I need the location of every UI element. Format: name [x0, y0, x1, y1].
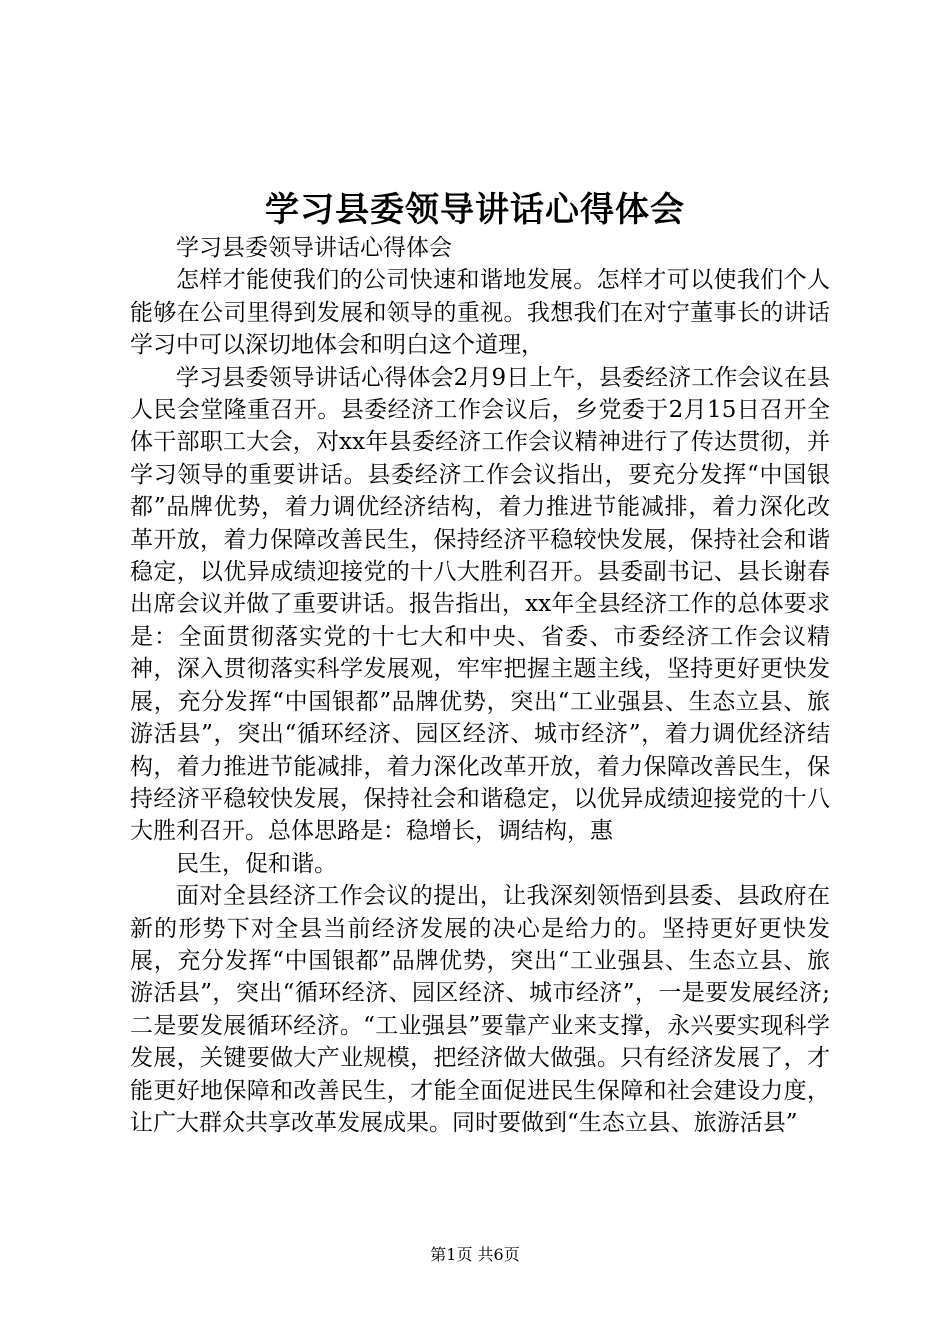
- paragraph-continuation: 民生，促和谐。: [176, 850, 337, 877]
- document-title: 学习县委领导讲话心得体会: [265, 190, 685, 230]
- paragraph-subtitle: 学习县委领导讲话心得体会: [176, 235, 452, 261]
- paragraph-intro: 怎样才能使我们的公司快速和谐地发展。怎样才可以使我们个人能够在公司里得到发展和领导的重视。我想我们在对宁董事长的讲话学习中可以深切地体会和明白这个道理，: [130, 267, 830, 359]
- page-footer: 第1页 共6页: [430, 1245, 520, 1264]
- document-body: [130, 232, 830, 1139]
- paragraph-meeting: 学习县委领导讲话心得体会2月9日上午，县委经济工作会议在县人民会堂隆重召开。县委经济工作会议后，乡党委于2月15日召开全体干部职工大会，对xx年县委经济工作会议精神进行了传达贯彻，并学习领导的重要讲话。县委经济工作会议指出，要充分发挥“中国银都”品牌优势，着力调优经济结构，着力推进节能减排，着力深化改革开放，着力保障改善民生，保持经济平稳较快发展，保持社会和谐稳定，以优异成绩迎接党的十八大胜利召开。县委副书记、县长谢春出席会议并做了重要讲话。报告指出，xx年全县经济工作的总体要求是：全面贯彻落实党的十七大和中央、省委、市委经济工作会议精神，深入贯彻落实科学发展观，牢牢把握主题主线，坚持更好更快发展，充分发挥“中国银都”品牌优势，突出“工业强县、生态立县、旅游活县”，突出“循环经济、园区经济、城市经济”，着力调优经济结构，着力推进节能减排，着力深化改革开放，着力保障改善民生，保持经济平稳较快发展，保持社会和谐稳定，以优异成绩迎接党的十八大胜利召开。总体思路是：稳增长，调结构，惠: [130, 364, 830, 845]
- paragraph-reflection: 面对全县经济工作会议的提出，让我深刻领悟到县委、县政府在新的形势下对全县当前经济发展的决心是给力的。坚持更好更快发展，充分发挥“中国银都”品牌优势，突出“工业强县、生态立县、旅游活县”，突出“循环经济、园区经济、城市经济”，一是要发展经济;二是要发展循环经济。“工业强县”要靠产业来支撑，永兴要实现科学发展，关键要做大产业规模，把经济做大做强。只有经济发展了，才能更好地保障和改善民生，才能全面促进民生保障和社会建设力度，让广大群众共享改革发展成果。同时要做到“生态立县、旅游活县”: [130, 883, 830, 1136]
